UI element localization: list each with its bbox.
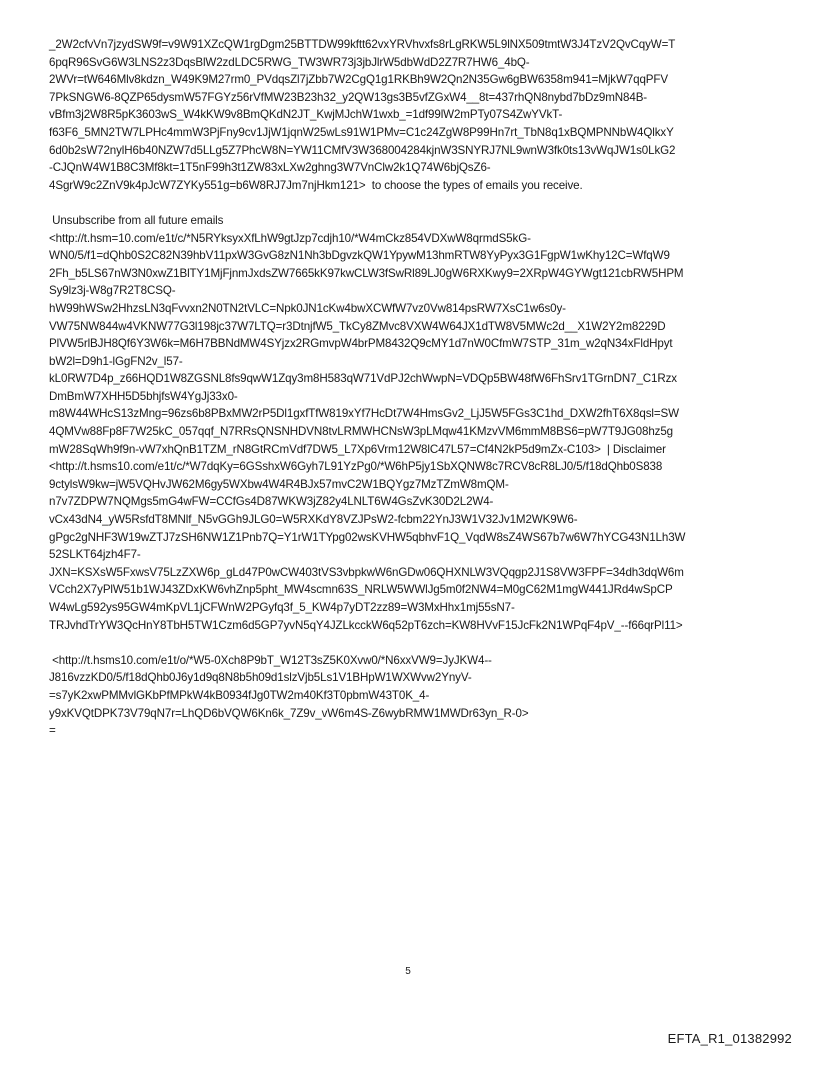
document-id-footer: EFTA_R1_01382992 <box>667 1031 792 1046</box>
text-line: y9xKVQtDPK73V79qN7r=LhQD6bVQW6Kn6k_7Z9v_vW6m4S-Z6wybRMW1MWDr63yn_R-0> <box>49 706 529 720</box>
text-line: VW75NW844w4VKNW77G3l198jc37W7LTQ=r3DtnjfW5_TkCy8ZMvc8VXW4W64JX1dTW8V5MWc2d__X1W2Y2m8229D <box>49 319 666 333</box>
text-line: 6pqR96SvG6W3LNS2z3DqsBlW2zdLDC5RWG_TW3WR73j3jbJlrW5dbWdD2Z7R7HW6_4bQ- <box>49 55 530 69</box>
text-line: n7v7ZDPW7NQMgs5mG4wFW=CCfGs4D87WKW3jZ82y4LNLT6W4GsZvK30D2L2W4- <box>49 495 494 509</box>
text-line: 9ctylsW9kw=jW5VQHvJW62M6gy5WXbw4W4R4BJx57mvC2W1BQYgz7MzTZmW8mQM- <box>49 477 509 491</box>
text-line: f63F6_5MN2TW7LPHc4mmW3PjFny9cv1JjW1jqnW25wLs91W1PMv=C1c24ZgW8P99Hn7rt_TbN8q1xBQMPNNbW4QlkxY <box>49 125 674 139</box>
email-body-text <box>49 36 775 740</box>
disclaimer-link[interactable]: <http://t.hsms10.com/e1t/c/*W7dqKy=6GSshxW6Gyh7L91YzPg0/*W6hP5jy1SbXQNW8c7RCV8cR8LJ0/5/f18dQhb0S838 <box>49 460 663 474</box>
paragraph-unsubscribe <box>49 212 775 634</box>
text-line: W4wLg592ys95GW4mKpVL1jCFWnW2PGyfq3f_5_KW4p7yDT2zz89=W3MxHhx1mj55sN7- <box>49 601 515 614</box>
text-line: 2WVr=tW646Mlv8kdzn_W49K9M27rm0_PVdqsZl7jZbb7W2CgQ1g1RKBh9W2Qn2N35Gw6gBW6358m941=MjkW7qqPFV <box>49 73 668 87</box>
text-line: 4SgrW9c2ZnV9k4pJcW7ZYKy551g=b6W8RJ7Jm7njHkm121> to choose the types of emails you receive. <box>49 178 583 192</box>
text-line: 7PkSNGW6-8QZP65dysmW57FGYz56rVfMW23B23h32_y2QW13gs3B5vfZGxW4__8t=437rhQN8nybd7bDz9mN84B- <box>49 90 648 104</box>
text-line: PlVW5rlBJH8Qf6Y3W6k=M6H7BBNdMW4SYjzx2RGmvpW4brPM8432Q9cMY1d7nW0CfmW7STP_31m_w2qN34xFldHpyt <box>49 337 673 351</box>
unsubscribe-heading: Unsubscribe from all future emails <box>49 213 224 227</box>
paragraph-gap <box>49 194 775 212</box>
text-line: vCx43dN4_yW5RsfdT8MNlf_N5vGGh9JLG0=W5RXKdY8VZJPsW2-fcbm22YnJ3W1V32Jv1M2WK9W6- <box>49 513 578 527</box>
text-line: _2W2cfvVn7jzydSW9f=v9W91XZcQW1rgDgm25BTTDW99kftt62vxYRVhvxfs8rLgRKW5L9lNX509tmtW3J4TzV2QvCqyW=T <box>49 38 676 51</box>
tracking-link[interactable]: <http://t.hsms10.com/e1t/o/*W5-0Xch8P9bT_W12T3sZ5K0Xvw0/*N6xxVW9=JyJKW4-- <box>49 653 492 667</box>
text-line: vBfm3j2W8R5pK3603wS_W4kKW9v8BmQKdN2JT_KwjMJchW1wxb_=1df99lW2mPTy07S4ZwYVkT- <box>49 108 563 122</box>
text-line: gPgc2gNHF3W19wZTJ7zSH6NW1Z1Pnb7Q=Y1rW1TYpg02wsKVHW5qbhvF1Q_VqdW8sZ4WS67b7w6W7hYCG43N1Lh3W <box>49 530 686 544</box>
page-number: 5 <box>405 966 411 977</box>
unsubscribe-link[interactable]: <http://t.hsm=10.com/e1t/c/*N5RYksyxXfLhW9gtJzp7cdjh10/*W4mCkz854VDXwW8qrmdS5kG- <box>49 231 531 245</box>
paragraph-email-preferences <box>49 36 775 194</box>
text-line: hW99hWSw2HhzsLN3qFvvxn2N0TN2tVLC=Npk0JN1cKw4bwXCWfW7vz0Vw814psRW7XsC1w6s0y- <box>49 301 566 315</box>
text-line: JXN=KSXsW5FxwsV75LzZXW6p_gLd47P0wCW403tVS3vbpkwW6nGDw06QHXNLW3VQqgp2J1S8VW3FPF=34dh3dqW6m <box>49 565 684 579</box>
text-line: 2Fh_b5LS67nW3N0xwZ1BlTY1MjFjnmJxdsZW7665kK97kwCLW3fSwRl89LJ0gW6RXKwy9=2XRpW4GYWgt121cbRW5HPM <box>49 266 684 280</box>
text-line: m8W44WHcS13zMng=96zs6b8PBxMW2rP5Dl1gxfTfW819xYf7HcDt7W4HmsGv2_LjJ5W5FGs3C1hd_DXW2fhT6X8qsl=SW <box>49 407 679 421</box>
text-line: -CJQnW4W1B8C3Mf8kt=1T5nF99h3t1ZW83xLXw2ghng3W7VnClw2k1Q74W6bjQsZ6- <box>49 161 491 175</box>
text-line: Sy9lz3j-W8g7R2T8CSQ- <box>49 284 176 298</box>
text-line: 6d0b2sW72nylH6b40NZW7d5LLg5Z7PhcW8N=YW11CMfV3W368004284kjnW3SNYRJ7NL9wnW3fk0ts13vWqJW1s0LkG2 <box>49 143 676 157</box>
text-line: DmBmW7XHH5D5bhjfsW4YgJj33x0- <box>49 389 238 403</box>
text-line-disclaimer: mW28SqWh9f9n-vW7xhQnB1TZM_rN8GtRCmVdf7DW5_L7Xp6Vrm12W8lC47L57=Cf4N2kP5d9mZx-C103> | Disclaimer <box>49 442 666 456</box>
text-line: kL0RW7D4p_z66HQD1W8ZGSNL8fs9qwW1Zqy3m8H583qW71VdPJ2chWwpN=VDQp5BW48fW6FhSrv1TGrnDN7_C1Rzx <box>49 372 677 386</box>
text-line: =s7yK2xwPMMvlGKbPfMPkW4kB0934fJg0TW2m40Kf3T0pbmW43T0K_4- <box>49 688 430 702</box>
text-line: 52SLKT64jzh4F7- <box>49 548 141 562</box>
text-line: 4QMVw88Fp8F7W25kC_057qqf_N7RRsQNSNHDVN8tvLRMWHCNsW3pLMqw41KMzvVM6mmM8BS6=pW7T9JG08hz5g <box>49 425 673 439</box>
paragraph-tracking-link <box>49 652 775 740</box>
paragraph-gap <box>49 634 775 652</box>
text-line: J816vzzKD0/5/f18dQhb0J6y1d9q8N8b5h09d1slzVjb5Ls1V1BHpW1WXWvw2YnyV- <box>49 671 472 685</box>
text-line: VCch2X7yPlW51b1WJ43ZDxKW6vhZnp5pht_MW4scmn63S_NRLW5WWlJg5m0f2NW4=M0gC62M1mgW441JRd4wSpCP <box>49 583 673 597</box>
text-line: = <box>49 724 56 738</box>
text-line: bW2l=D9h1-lGgFN2v_l57- <box>49 354 183 368</box>
text-line: TRJvhdTrYW3QcHnY8TbH5TW1Czm6d5GP7yvN5qY4JZLkcckW6q52pT6zch=KW8HVvF15JcFk2N1WPqF4pV_--f66qrPl11> <box>49 618 683 632</box>
text-line: WN0/5/f1=dQhb0S2C82N39hbV11pxW3GvG8zN1Nh3bDgvzkQW1YpywM13hmRTW8YyPyx3G1FgpW1wKhy12C=WfqW9 <box>49 249 670 263</box>
